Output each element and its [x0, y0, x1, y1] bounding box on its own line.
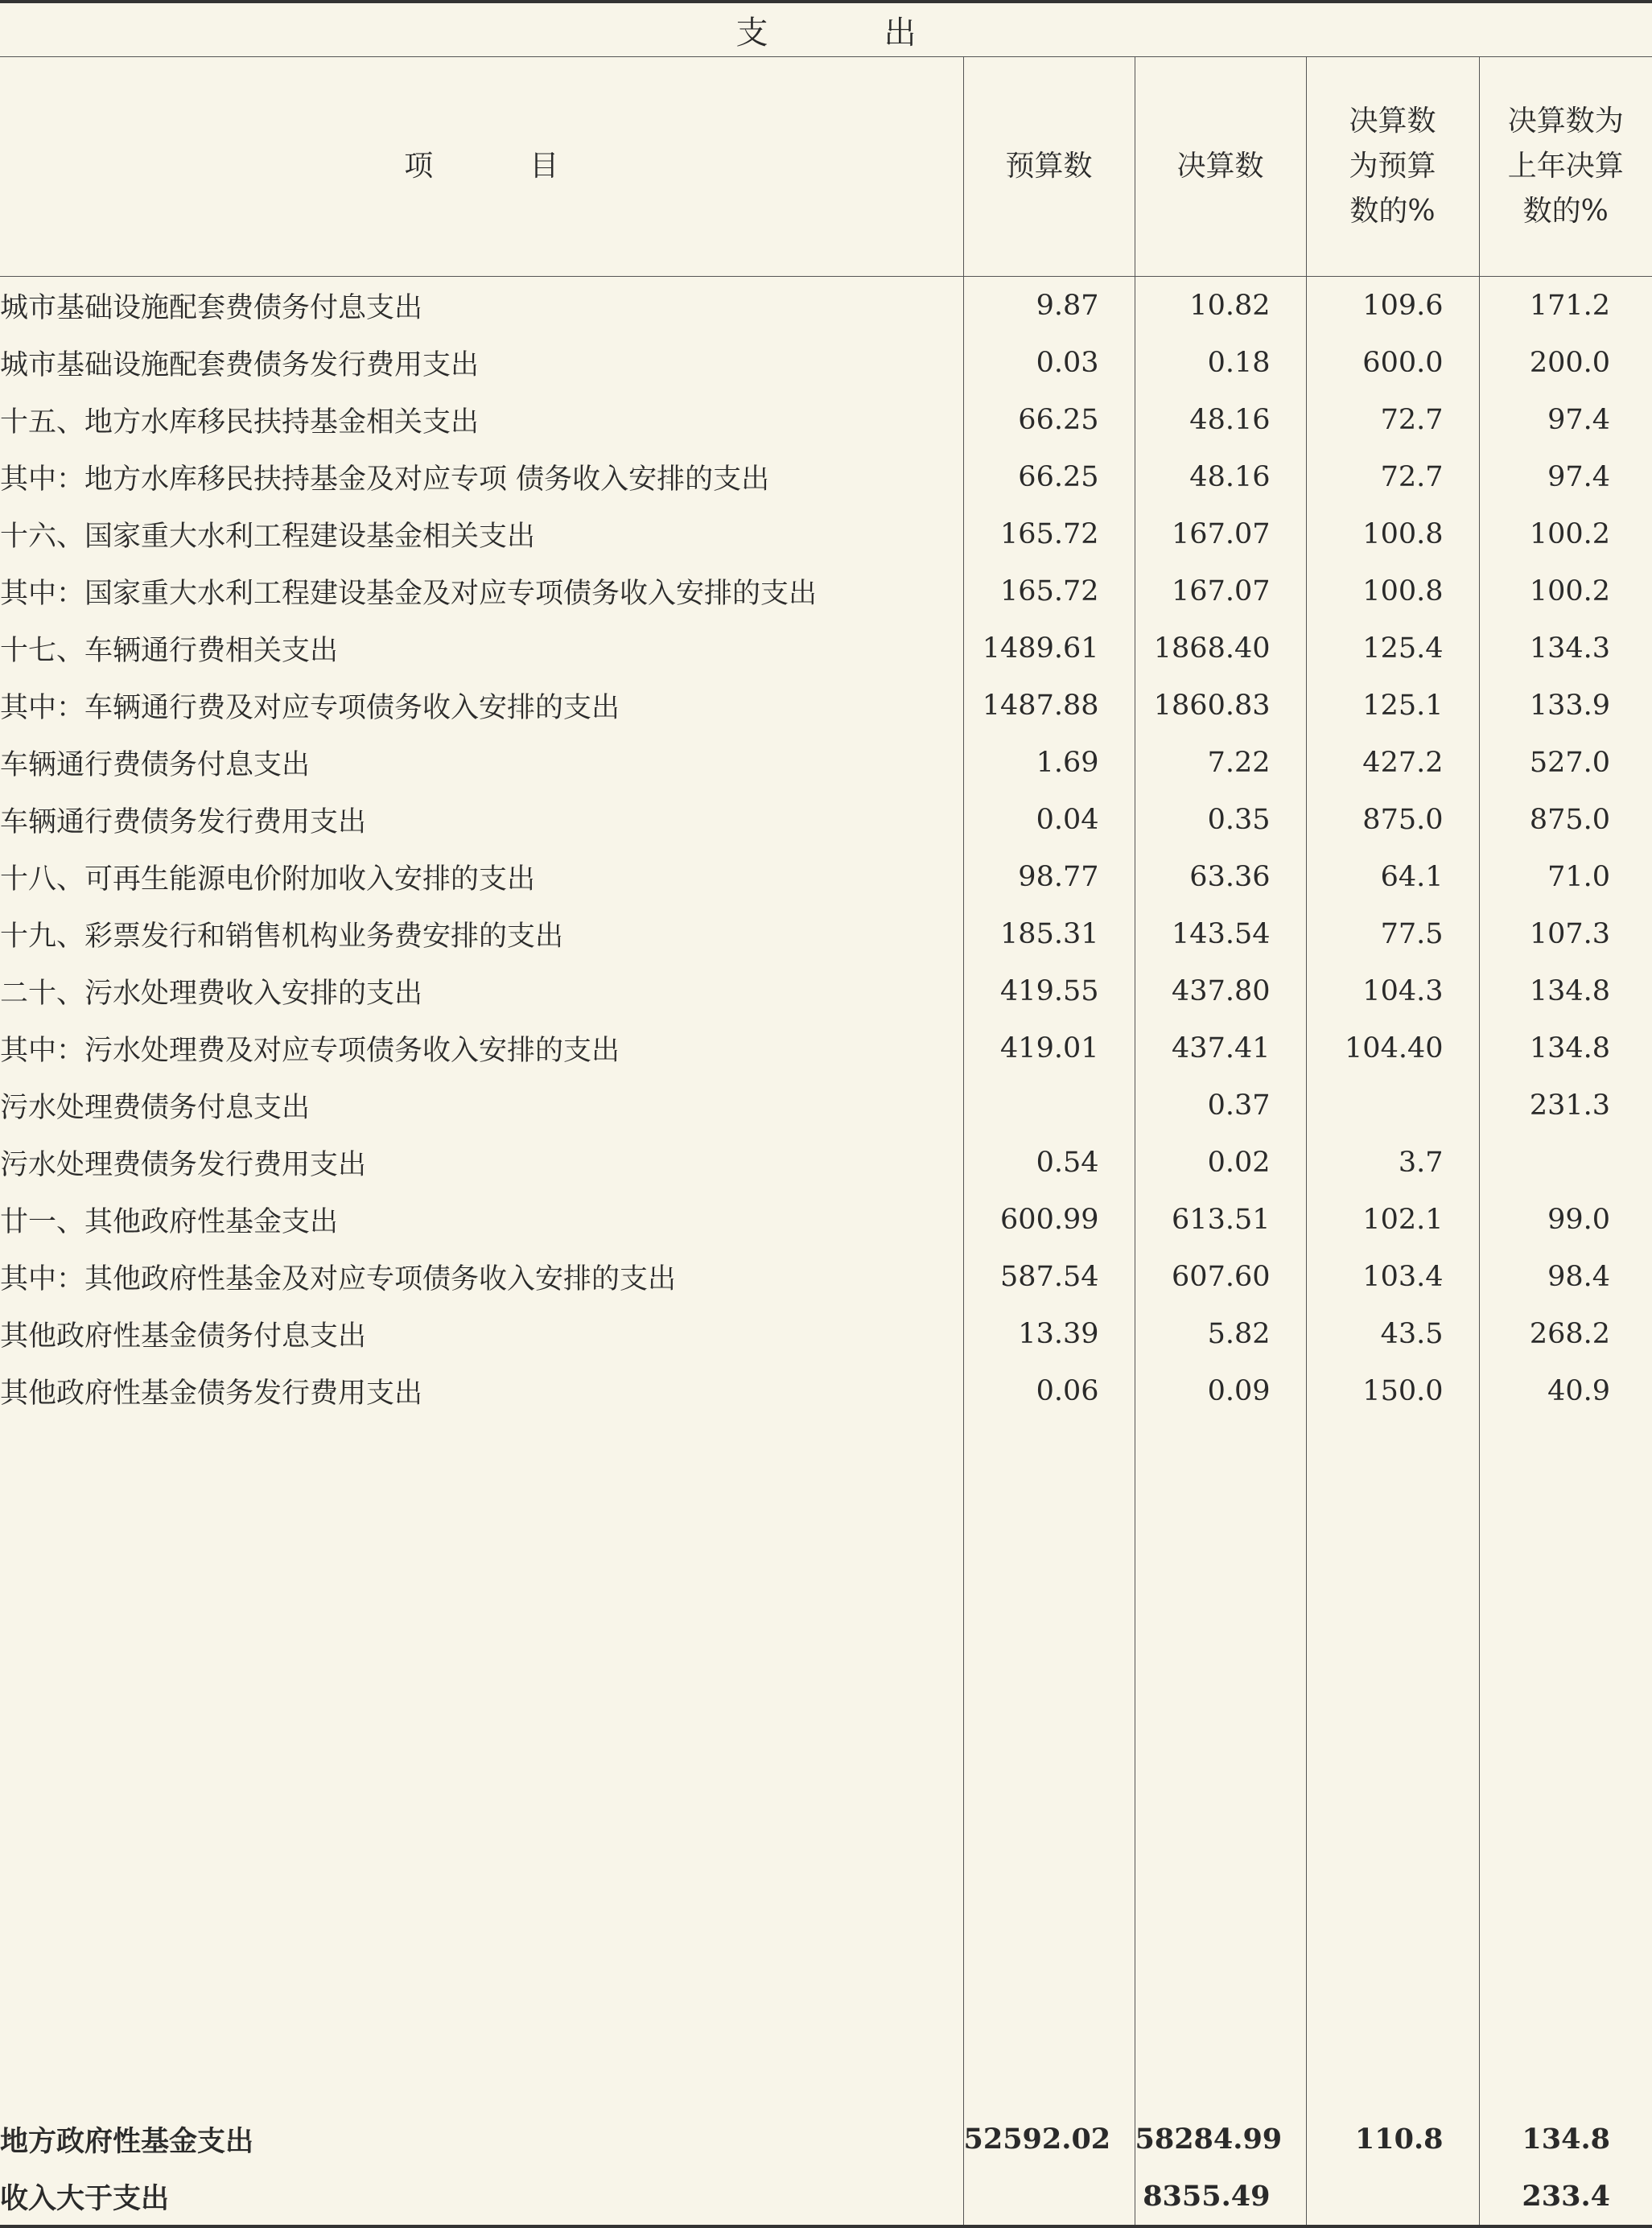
row-label: 十九、彩票发行和销售机构业务费安排的支出 — [0, 920, 564, 953]
table-row — [0, 791, 1652, 848]
pct-budget-value: 102.1 — [1306, 1191, 1479, 1248]
pct-budget-value: 109.6 — [1306, 277, 1479, 335]
table-row — [0, 1362, 1652, 1419]
row-label: 廿一、其他政府性基金支出 — [0, 1205, 339, 1238]
pct-prev-value: 233.4 — [1479, 2168, 1652, 2226]
table-row — [0, 1019, 1652, 1077]
pct-prev-value: 875.0 — [1479, 791, 1652, 848]
budget-value: 52592.02 — [963, 2104, 1135, 2168]
pct-budget-value: 875.0 — [1306, 791, 1479, 848]
row-label: 收入大于支出 — [0, 2181, 170, 2215]
pct-prev-value: 97.4 — [1479, 391, 1652, 448]
final-value: 0.35 — [1135, 791, 1306, 848]
budget-value: 419.55 — [963, 962, 1135, 1019]
pct-prev-value: 100.2 — [1479, 505, 1652, 562]
table-row — [0, 905, 1652, 962]
final-value: 48.16 — [1135, 448, 1306, 505]
final-value: 143.54 — [1135, 905, 1306, 962]
pct-budget-value — [1306, 2168, 1479, 2226]
row-label: 城市基础设施配套费债务付息支出 — [0, 291, 423, 324]
row-label: 污水处理费债务付息支出 — [0, 1091, 311, 1124]
final-value: 437.80 — [1135, 962, 1306, 1019]
final-value: 5.82 — [1135, 1305, 1306, 1362]
pct-budget-value: 72.7 — [1306, 391, 1479, 448]
pct-budget-value: 150.0 — [1306, 1362, 1479, 1419]
pct-prev-value: 268.2 — [1479, 1305, 1652, 1362]
pct-prev-value: 99.0 — [1479, 1191, 1652, 1248]
row-label: 其中：其他政府性基金及对应专项债务收入安排的支出 — [0, 1262, 677, 1295]
header-budget: 预算数 — [963, 57, 1135, 277]
budget-value: 66.25 — [963, 448, 1135, 505]
budget-value: 165.72 — [963, 562, 1135, 620]
table-row — [0, 391, 1652, 448]
budget-value: 165.72 — [963, 505, 1135, 562]
pct-prev-value: 134.8 — [1479, 1019, 1652, 1077]
final-value: 167.07 — [1135, 505, 1306, 562]
budget-value: 98.77 — [963, 848, 1135, 905]
row-label: 其中：车辆通行费及对应专项债务收入安排的支出 — [0, 691, 620, 724]
row-label: 车辆通行费债务发行费用支出 — [0, 805, 367, 838]
final-value: 613.51 — [1135, 1191, 1306, 1248]
row-label: 城市基础设施配套费债务发行费用支出 — [0, 348, 480, 381]
row-label: 其中：地方水库移民扶持基金及对应专项 债务收入安排的支出 — [0, 463, 770, 496]
budget-value: 1.69 — [963, 734, 1135, 791]
pct-prev-value: 231.3 — [1479, 1077, 1652, 1134]
pct-budget-value: 125.4 — [1306, 620, 1479, 677]
table-row — [0, 562, 1652, 620]
final-value: 607.60 — [1135, 1248, 1306, 1305]
pct-budget-value: 64.1 — [1306, 848, 1479, 905]
pct-prev-value: 98.4 — [1479, 1248, 1652, 1305]
pct-budget-value: 3.7 — [1306, 1134, 1479, 1191]
pct-budget-value: 72.7 — [1306, 448, 1479, 505]
table-row — [0, 1305, 1652, 1362]
table-row — [0, 962, 1652, 1019]
pct-budget-value: 100.8 — [1306, 505, 1479, 562]
pct-prev-value: 107.3 — [1479, 905, 1652, 962]
table-row — [0, 448, 1652, 505]
total-row — [0, 2104, 1652, 2168]
row-label: 其他政府性基金债务发行费用支出 — [0, 1377, 423, 1410]
table-row — [0, 334, 1652, 391]
pct-prev-value: 527.0 — [1479, 734, 1652, 791]
table-row — [0, 848, 1652, 905]
final-value: 0.02 — [1135, 1134, 1306, 1191]
table-body — [0, 277, 1652, 2105]
pct-prev-value: 133.9 — [1479, 677, 1652, 734]
budget-value: 185.31 — [963, 905, 1135, 962]
budget-value: 587.54 — [963, 1248, 1135, 1305]
pct-prev-value: 71.0 — [1479, 848, 1652, 905]
final-value: 0.18 — [1135, 334, 1306, 391]
row-label: 十八、可再生能源电价附加收入安排的支出 — [0, 863, 536, 896]
budget-value: 419.01 — [963, 1019, 1135, 1077]
final-value: 0.09 — [1135, 1362, 1306, 1419]
row-label: 污水处理费债务发行费用支出 — [0, 1148, 367, 1181]
pct-prev-value: 100.2 — [1479, 562, 1652, 620]
budget-value: 66.25 — [963, 391, 1135, 448]
pct-budget-value — [1306, 1077, 1479, 1134]
table-row — [0, 734, 1652, 791]
pct-prev-value: 171.2 — [1479, 277, 1652, 335]
table-row — [0, 1191, 1652, 1248]
row-label: 十五、地方水库移民扶持基金相关支出 — [0, 406, 480, 439]
final-value: 7.22 — [1135, 734, 1306, 791]
table-row — [0, 505, 1652, 562]
pct-prev-value: 97.4 — [1479, 448, 1652, 505]
row-label: 地方政府性基金支出 — [0, 2124, 254, 2158]
budget-value: 0.54 — [963, 1134, 1135, 1191]
pct-budget-value: 427.2 — [1306, 734, 1479, 791]
final-value: 0.37 — [1135, 1077, 1306, 1134]
budget-value: 0.03 — [963, 334, 1135, 391]
final-value: 1860.83 — [1135, 677, 1306, 734]
pct-budget-value: 43.5 — [1306, 1305, 1479, 1362]
final-value: 10.82 — [1135, 277, 1306, 335]
pct-budget-value: 100.8 — [1306, 562, 1479, 620]
blank-spacer-row — [0, 1419, 1652, 2104]
row-label: 其中：国家重大水利工程建设基金及对应专项债务收入安排的支出 — [0, 577, 818, 610]
pct-prev-value: 134.3 — [1479, 620, 1652, 677]
pct-budget-value: 77.5 — [1306, 905, 1479, 962]
final-value: 8355.49 — [1135, 2168, 1306, 2226]
budget-value: 1487.88 — [963, 677, 1135, 734]
final-value: 58284.99 — [1135, 2104, 1306, 2168]
pct-prev-value: 200.0 — [1479, 334, 1652, 391]
row-label: 十六、国家重大水利工程建设基金相关支出 — [0, 520, 536, 553]
budget-value: 0.04 — [963, 791, 1135, 848]
row-label: 二十、污水处理费收入安排的支出 — [0, 977, 423, 1010]
table-row — [0, 677, 1652, 734]
table-row — [0, 1248, 1652, 1305]
table-row — [0, 620, 1652, 677]
pct-budget-value: 600.0 — [1306, 334, 1479, 391]
section-title: 支 出 — [0, 2, 1652, 57]
budget-value: 9.87 — [963, 277, 1135, 335]
final-value: 437.41 — [1135, 1019, 1306, 1077]
table-row — [0, 1134, 1652, 1191]
budget-value: 600.99 — [963, 1191, 1135, 1248]
header-pct-prev: 决算数为 上年决算 数的% — [1479, 57, 1652, 277]
pct-prev-value: 134.8 — [1479, 2104, 1652, 2168]
final-value: 63.36 — [1135, 848, 1306, 905]
final-value: 48.16 — [1135, 391, 1306, 448]
table-row — [0, 277, 1652, 335]
table-row — [0, 1077, 1652, 1134]
final-value: 167.07 — [1135, 562, 1306, 620]
pct-prev-value: 40.9 — [1479, 1362, 1652, 1419]
budget-value: 0.06 — [963, 1362, 1135, 1419]
row-label: 车辆通行费债务付息支出 — [0, 748, 311, 781]
pct-budget-value: 125.1 — [1306, 677, 1479, 734]
budget-value: 1489.61 — [963, 620, 1135, 677]
total-row — [0, 2168, 1652, 2226]
row-label: 十七、车辆通行费相关支出 — [0, 634, 339, 667]
header-final: 决算数 — [1135, 57, 1306, 277]
budget-value: 13.39 — [963, 1305, 1135, 1362]
header-item: 项 目 — [0, 57, 963, 277]
row-label: 其中：污水处理费及对应专项债务收入安排的支出 — [0, 1034, 620, 1067]
budget-value — [963, 2168, 1135, 2226]
pct-budget-value: 110.8 — [1306, 2104, 1479, 2168]
pct-budget-value: 103.4 — [1306, 1248, 1479, 1305]
table-totals — [0, 2104, 1652, 2226]
budget-value — [963, 1077, 1135, 1134]
row-label: 其他政府性基金债务付息支出 — [0, 1320, 367, 1353]
pct-budget-value: 104.40 — [1306, 1019, 1479, 1077]
header-pct-budget: 决算数 为预算 数的% — [1306, 57, 1479, 277]
pct-prev-value: 134.8 — [1479, 962, 1652, 1019]
pct-budget-value: 104.3 — [1306, 962, 1479, 1019]
final-value: 1868.40 — [1135, 620, 1306, 677]
pct-prev-value — [1479, 1134, 1652, 1191]
